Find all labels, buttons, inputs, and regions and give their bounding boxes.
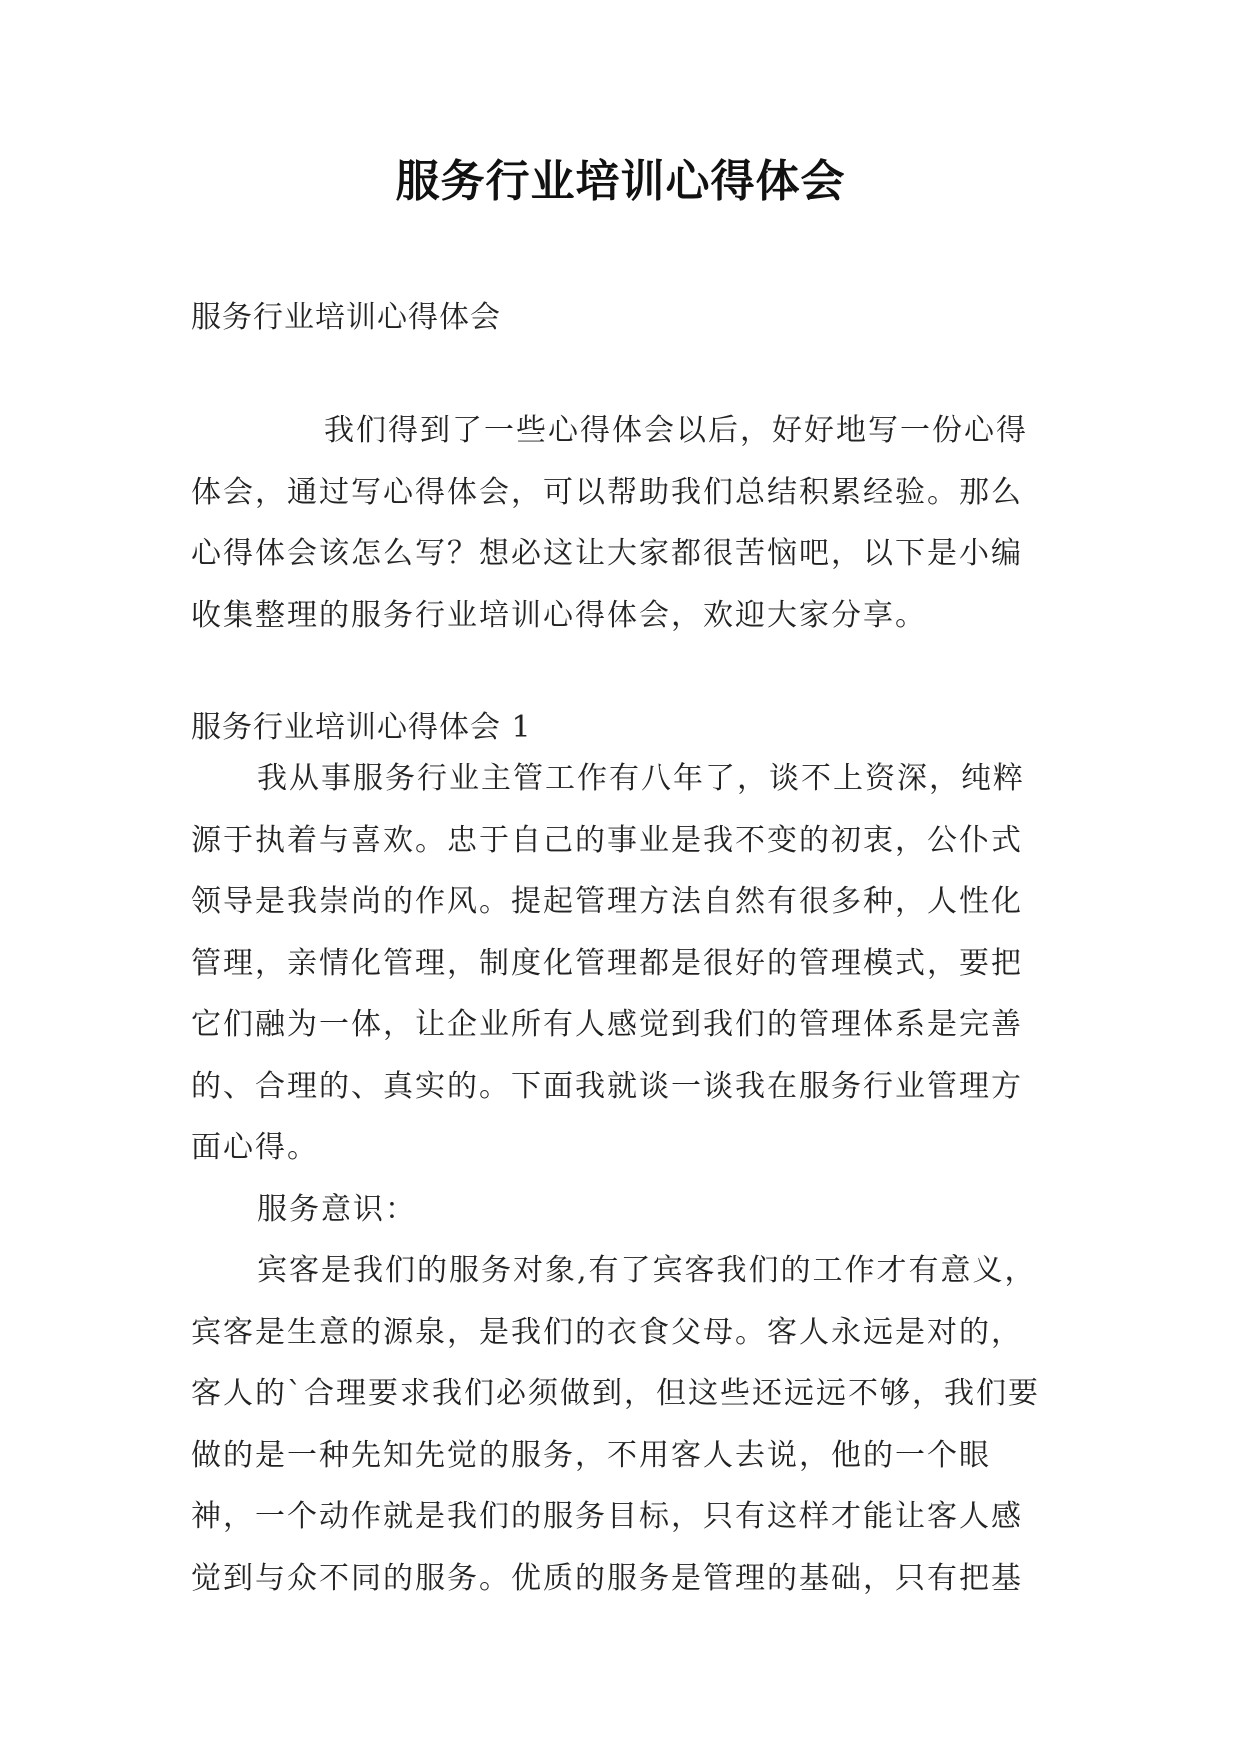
paragraph-service-awareness-heading: 服务意识： bbox=[257, 1191, 417, 1227]
paragraph-guests: 宾客是我们的服务对象,有了宾客我们的工作才有意义，宾客是生意的源泉，是我们的衣食父母。客人永远是对的，客人的`合理要求我们必须做到，但这些还远远不够，我们要做的是一种先知先觉的服务，不用客人去说，他的一个眼神，一个动作就是我们的服务目标，只有这样才能让客人感觉到与众不同的服务。优质的服务是管理的基础，只有把基 bbox=[191, 1253, 1040, 1596]
paragraph-management: 我从事服务行业主管工作有八年了，谈不上资深，纯粹源于执着与喜欢。忠于自己的事业是我不变的初衷，公仆式领导是我崇尚的作风。提起管理方法自然有很多种，人性化管理，亲情化管理，制度化管理都是很好的管理模式，要把它们融为一体，让企业所有人感觉到我们的管理体系是完善的、合理的、真实的。下面我就谈一谈我在服务行业管理方面心得。 bbox=[191, 761, 1025, 1165]
intro-paragraph: 我们得到了一些心得体会以后，好好地写一份心得体会，通过写心得体会，可以帮助我们总结积累经验。那么心得体会该怎么写？想必这让大家都很苦恼吧，以下是小编收集整理的服务行业培训心得体会，欢迎大家分享。 bbox=[191, 413, 1028, 633]
section-body bbox=[191, 748, 1051, 1609]
document-title: 服务行业培训心得体会 bbox=[395, 156, 846, 207]
document-subtitle: 服务行业培训心得体会 bbox=[191, 300, 501, 335]
section-heading: 服务行业培训心得体会 1 bbox=[191, 710, 532, 745]
